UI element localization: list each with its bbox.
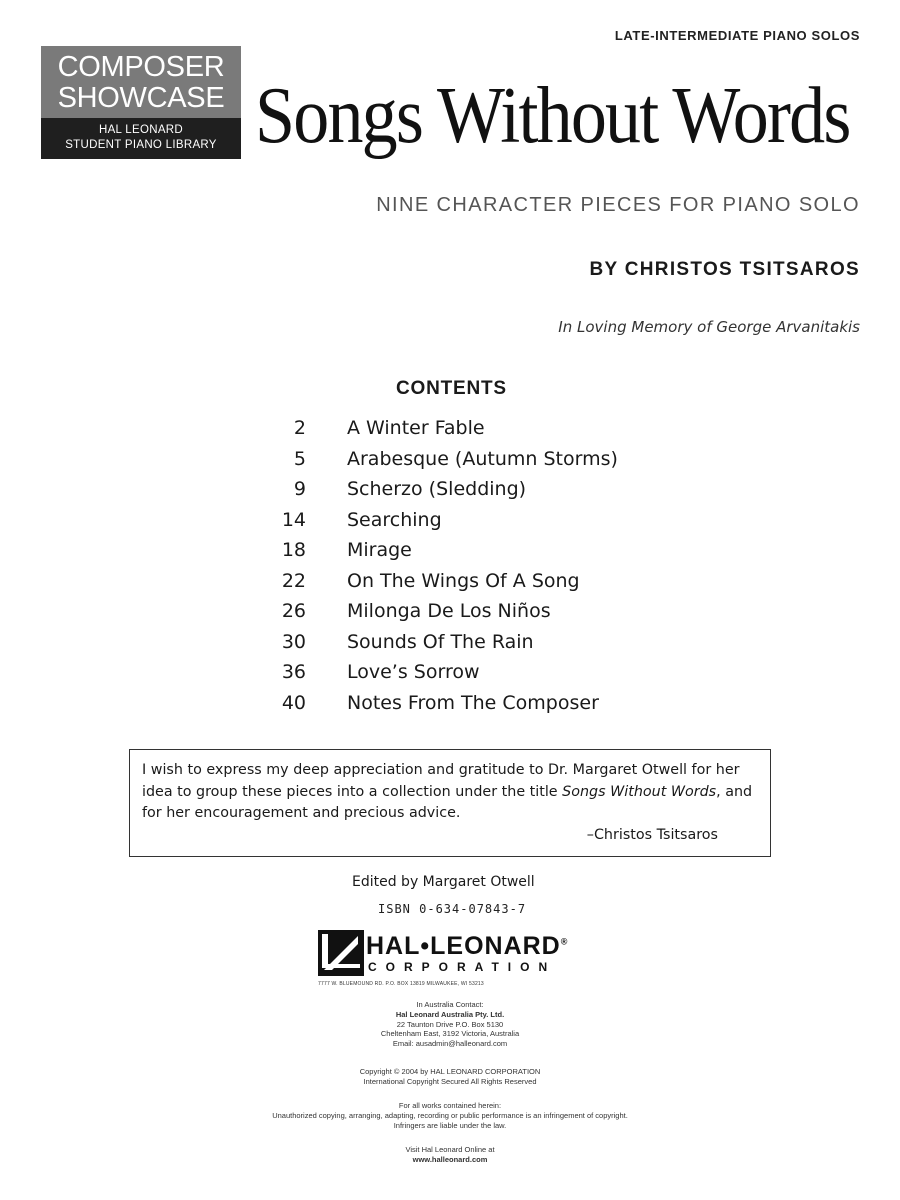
acknowledgement-box	[129, 749, 771, 857]
fine-print-line: For all works contained herein:	[398, 1101, 502, 1110]
toc-row	[260, 596, 680, 627]
fine-print-line: Email: ausadmin@halleonard.com	[392, 1039, 508, 1049]
infringement-notice	[150, 1101, 750, 1130]
hal-leonard-mark-icon	[318, 930, 364, 976]
acknowledgement-signature: –Christos Tsitsaros	[586, 826, 718, 843]
toc-page-number: 5	[293, 447, 306, 470]
publisher-address: 7777 W. BLUEMOUND RD. P.O. BOX 13819 MILWAUKEE, WI 53213	[318, 981, 484, 987]
website-notice	[150, 1145, 750, 1165]
toc-page-number: 9	[293, 478, 306, 500]
toc-piece-title: Scherzo (Sledding)	[347, 478, 527, 500]
toc-row	[260, 566, 680, 597]
fine-print-line: Copyright © 2004 by HAL LEONARD CORPORATION	[359, 1067, 541, 1076]
ack-text-start: I wish to express my deep appreciation and gratitude to Dr. Margaret Otwell for her idea to group these pieces into a collection under the title	[142, 762, 740, 800]
fine-print-line: Infringers are liable under the law.	[393, 1120, 507, 1130]
toc-row	[260, 535, 680, 566]
fine-print-line: In Australia Contact:	[416, 1000, 484, 1009]
ack-text-italic-title: Songs Without Words	[562, 783, 717, 800]
dedication: In Loving Memory of George Arvanitakis	[558, 318, 860, 336]
toc-row	[260, 688, 680, 719]
toc-page-number: 22	[281, 569, 306, 592]
toc-piece-title: Sounds Of The Rain	[347, 630, 534, 653]
table-of-contents	[260, 413, 680, 718]
toc-page-number: 40	[281, 691, 306, 714]
toc-piece-title: On The Wings Of A Song	[347, 569, 580, 592]
toc-row	[260, 474, 680, 505]
toc-piece-title: A Winter Fable	[347, 417, 485, 439]
badge-line-4: STUDENT PIANO LIBRARY	[65, 139, 217, 151]
fine-print-line: Hal Leonard Australia Pty. Ltd.	[395, 1009, 505, 1019]
ack-text-end: , and for her encouragement and precious advice.	[142, 783, 753, 821]
toc-page-number: 30	[281, 630, 306, 653]
website-url: www.halleonard.com	[412, 1154, 488, 1164]
toc-piece-title: Arabesque (Autumn Storms)	[347, 447, 618, 470]
toc-row	[260, 657, 680, 688]
toc-page-number: 14	[281, 508, 306, 531]
badge-line-2: SHOWCASE	[57, 82, 225, 114]
toc-row	[260, 444, 680, 475]
toc-piece-title: Mirage	[347, 539, 412, 561]
badge-bottom	[41, 118, 241, 159]
publisher-name-text: HAL•LEONARD	[366, 932, 561, 960]
fine-print-line: 22 Taunton Drive P.O. Box 5130	[396, 1019, 504, 1029]
toc-row	[260, 505, 680, 536]
series-label: LATE-INTERMEDIATE PIANO SOLOS	[614, 28, 860, 43]
toc-piece-title: Notes From The Composer	[347, 691, 599, 714]
toc-piece-title: Love’s Sorrow	[347, 661, 480, 683]
fine-print-line: Unauthorized copying, arranging, adapting, recording or public performance is an infringement of copyright.	[272, 1110, 628, 1120]
copyright-notice	[150, 1067, 750, 1087]
fine-print-line: Cheltenham East, 3192 Victoria, Australia	[380, 1029, 520, 1039]
badge-line-1: COMPOSER	[57, 51, 225, 83]
publisher-corporation: CORPORATION	[368, 960, 557, 974]
book-title: Songs Without Words	[255, 72, 850, 160]
toc-page-number: 36	[281, 661, 306, 683]
publisher-name	[366, 932, 568, 961]
badge-line-3: HAL LEONARD	[98, 124, 184, 136]
composer-showcase-badge	[41, 46, 241, 159]
composer-byline: BY CHRISTOS TSITSAROS	[589, 259, 860, 280]
badge-top	[41, 46, 241, 118]
toc-row	[260, 413, 680, 444]
toc-page-number: 2	[293, 417, 306, 439]
acknowledgement-text	[142, 760, 758, 825]
toc-row	[260, 627, 680, 658]
isbn: ISBN 0-634-07843-7	[378, 902, 527, 916]
hal-leonard-logo	[318, 930, 588, 980]
australia-contact	[150, 1000, 750, 1049]
fine-print-line: International Copyright Secured All Rights Reserved	[363, 1076, 537, 1086]
toc-page-number: 18	[281, 539, 306, 561]
fine-print-line: Visit Hal Leonard Online at	[405, 1145, 495, 1154]
editor-credit: Edited by Margaret Otwell	[352, 874, 535, 890]
toc-piece-title: Searching	[347, 508, 442, 531]
contents-heading: CONTENTS	[396, 378, 507, 399]
book-subtitle: NINE CHARACTER PIECES FOR PIANO SOLO	[376, 194, 860, 216]
registered-mark: ®	[560, 936, 569, 947]
toc-page-number: 26	[281, 600, 306, 622]
toc-piece-title: Milonga De Los Niños	[347, 600, 551, 622]
